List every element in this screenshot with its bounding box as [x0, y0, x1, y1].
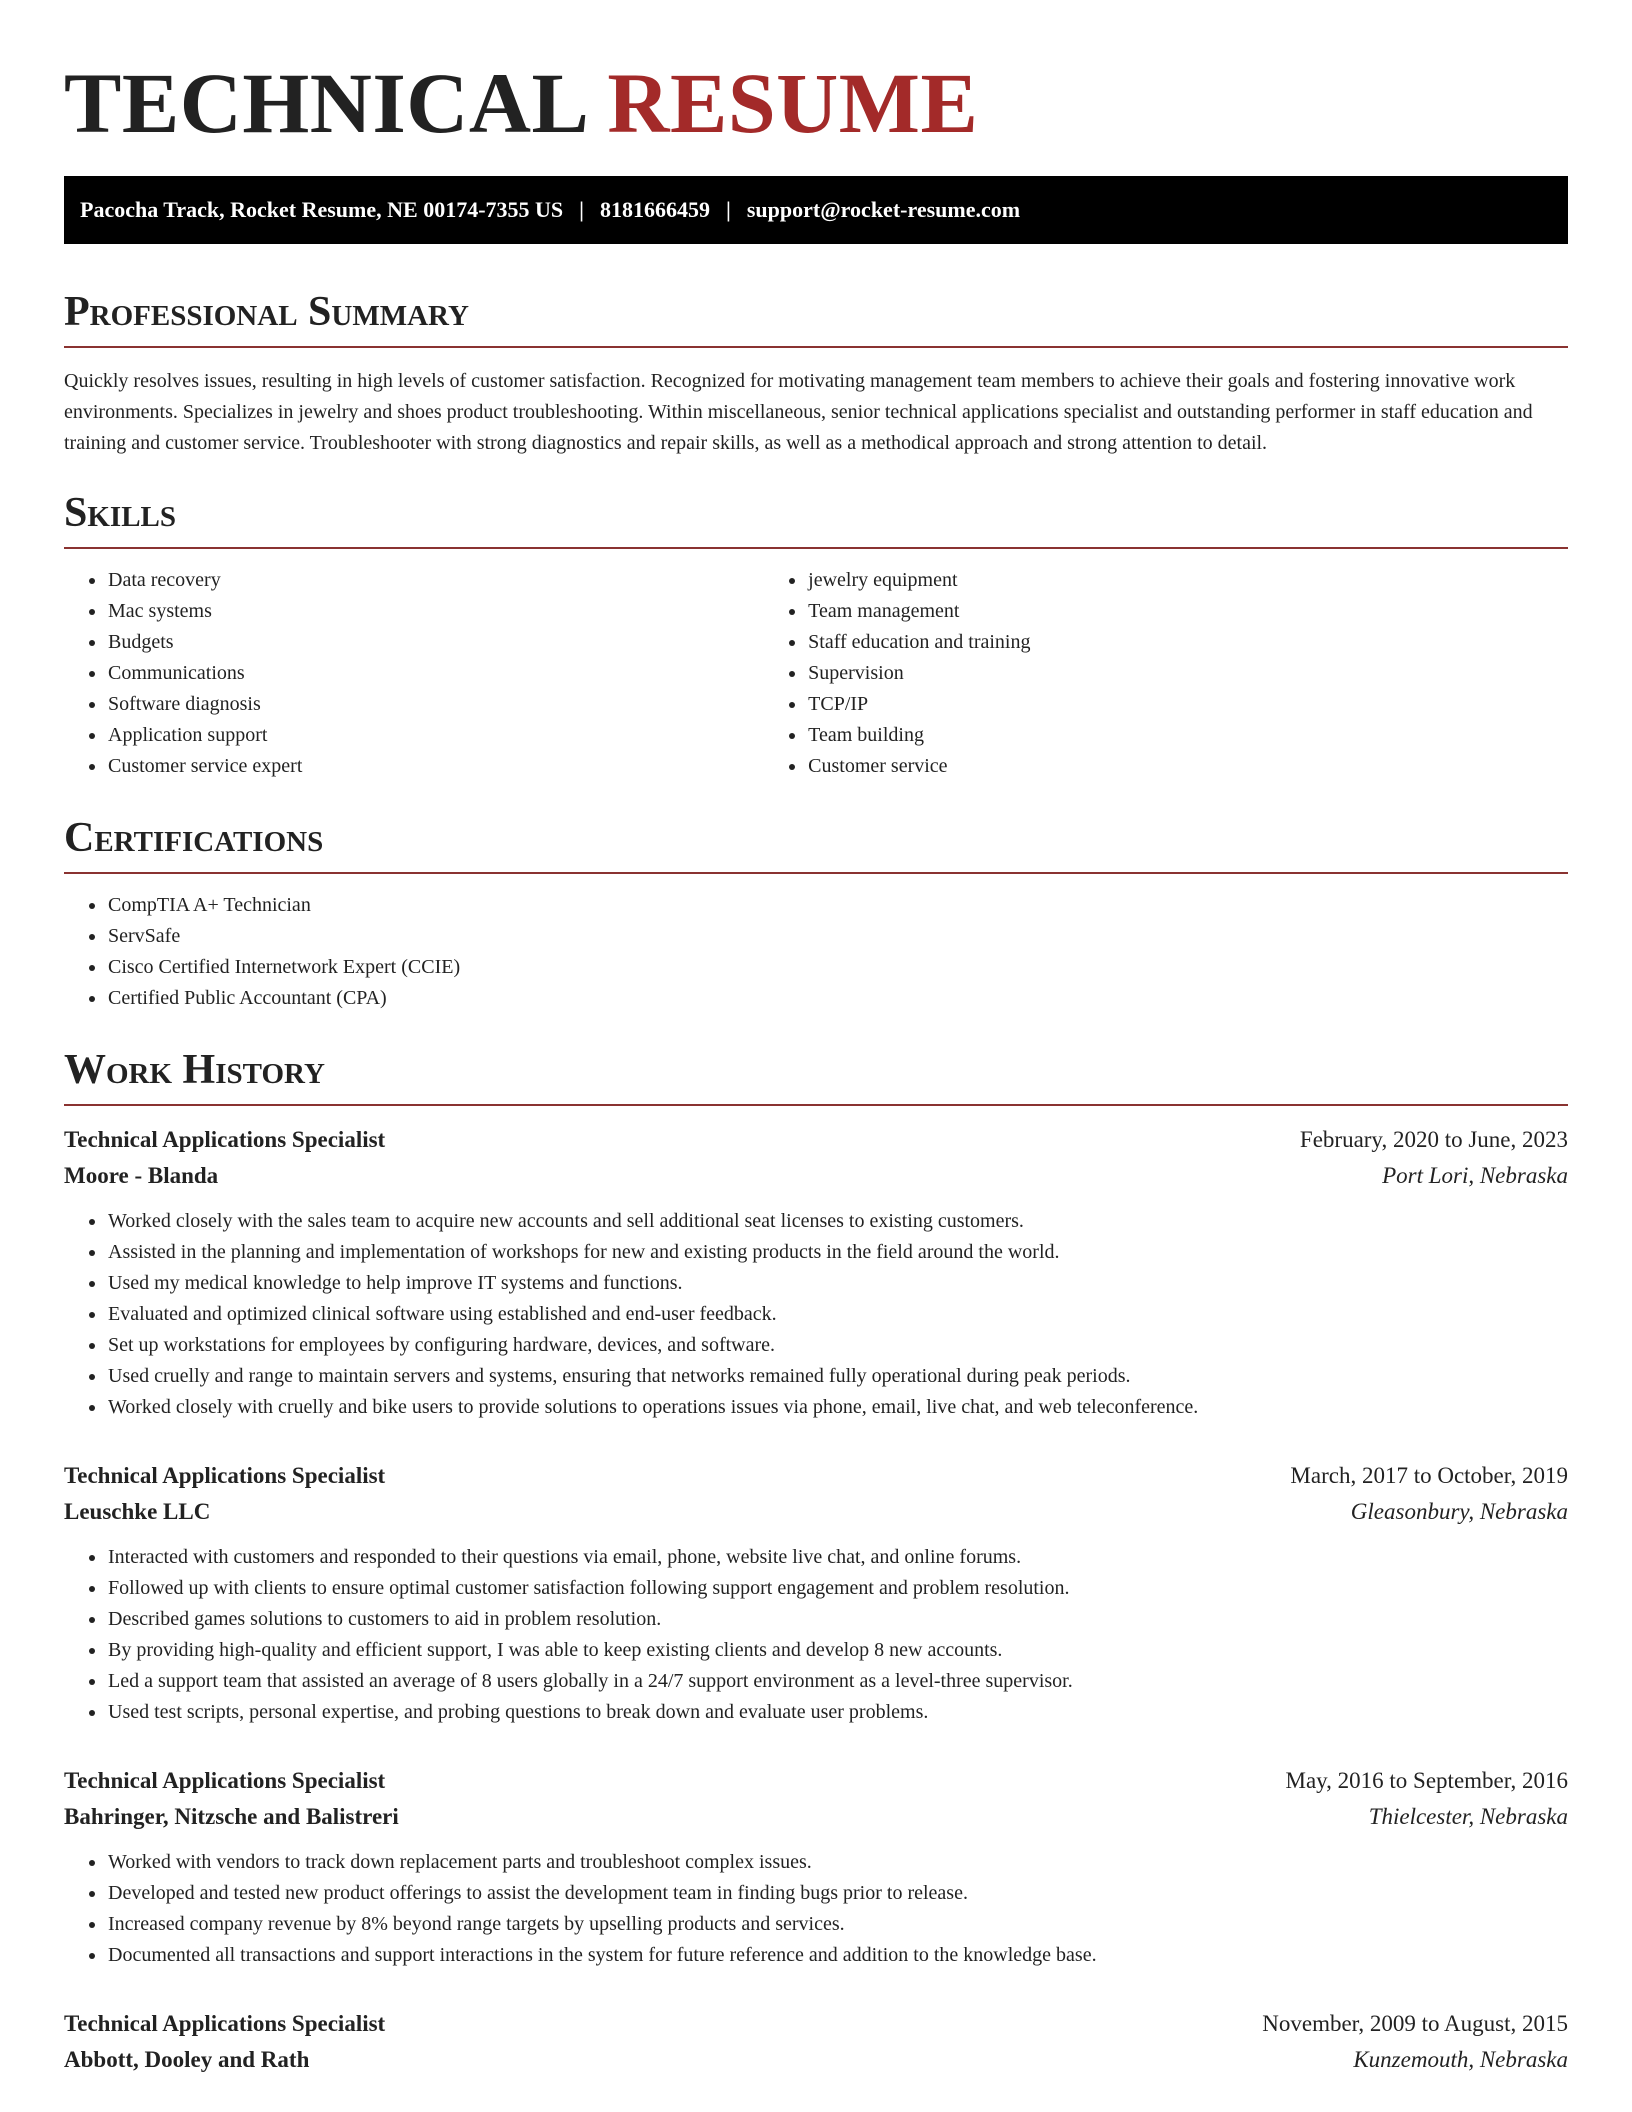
job-company-row: [64, 1494, 1568, 1530]
skill-item: • Supervision: [807, 658, 1568, 689]
skills-list-left: [64, 565, 764, 782]
job-bullet: • Used my medical knowledge to help improve IT systems and functions.: [107, 1268, 1568, 1299]
job-entry: [64, 1458, 1568, 1728]
skill-item: • Communications: [107, 658, 764, 689]
contact-separator: |: [579, 197, 584, 222]
job-bullet: • Used test scripts, personal expertise, and probing questions to break down and evaluate user problems.: [107, 1697, 1568, 1728]
job-company-row: [64, 1799, 1568, 1835]
job-entry: [64, 1763, 1568, 1971]
contact-separator: |: [726, 197, 731, 222]
job-company: Leuschke LLC: [64, 1499, 211, 1524]
job-dates: March, 2017 to October, 2019: [1290, 1463, 1568, 1488]
job-bullets: [64, 1847, 1568, 1971]
job-header-row: [64, 1458, 1568, 1494]
job-title: Technical Applications Specialist: [64, 2011, 386, 2036]
certification-item: • CompTIA A+ Technician: [107, 890, 1568, 921]
contact-phone[interactable]: 8181666459: [600, 197, 710, 222]
certifications-list: [64, 890, 1568, 1014]
certification-item: • Cisco Certified Internetwork Expert (CCIE): [107, 952, 1568, 983]
job-header-row: [64, 2006, 1568, 2042]
section-title-summary: Professional Summary: [64, 288, 1568, 348]
job-entry: [64, 2006, 1568, 2078]
job-bullet: • Assisted in the planning and implementation of workshops for new and existing products in the field around the world.: [107, 1237, 1568, 1268]
job-dates: November, 2009 to August, 2015: [1262, 2011, 1568, 2036]
job-location: Kunzemouth, Nebraska: [1353, 2047, 1568, 2072]
job-bullet: • Evaluated and optimized clinical software using established and end-user feedback.: [107, 1299, 1568, 1330]
job-bullet: • Set up workstations for employees by configuring hardware, devices, and software.: [107, 1330, 1568, 1361]
job-bullet: • Used cruelly and range to maintain servers and systems, ensuring that networks remained fully operational during peak periods.: [107, 1361, 1568, 1392]
job-location: Port Lori, Nebraska: [1382, 1163, 1568, 1188]
resume-title: [64, 55, 1568, 151]
skill-item: • Customer service expert: [107, 751, 764, 782]
job-bullet: • Documented all transactions and support interactions in the system for future reference and addition to the knowledge base.: [107, 1940, 1568, 1971]
skill-item: • Team management: [807, 596, 1568, 627]
job-company-row: [64, 2042, 1568, 2078]
skills-columns: [64, 565, 1568, 782]
job-bullet: • Increased company revenue by 8% beyond range targets by upselling products and services.: [107, 1909, 1568, 1940]
job-bullet: • Worked closely with the sales team to acquire new accounts and sell additional seat licenses to existing customers.: [107, 1206, 1568, 1237]
job-header-row: [64, 1122, 1568, 1158]
contact-bar: [64, 176, 1568, 244]
job-title: Technical Applications Specialist: [64, 1127, 386, 1152]
skill-item: • Customer service: [807, 751, 1568, 782]
title-word-resume: RESUME: [607, 55, 979, 151]
job-title: Technical Applications Specialist: [64, 1768, 386, 1793]
job-bullet: • Worked closely with cruelly and bike users to provide solutions to operations issues via phone, email, live chat, and web teleconference.: [107, 1392, 1568, 1423]
job-bullet: • Interacted with customers and responded to their questions via email, phone, website live chat, and online forums.: [107, 1542, 1568, 1573]
section-title-certifications: Certifications: [64, 814, 1568, 874]
job-bullet: • Led a support team that assisted an average of 8 users globally in a 24/7 support environment as a level-three supervisor.: [107, 1666, 1568, 1697]
skill-item: • Mac systems: [107, 596, 764, 627]
job-location: Gleasonbury, Nebraska: [1350, 1499, 1568, 1524]
certification-item: • Certified Public Accountant (CPA): [107, 983, 1568, 1014]
contact-address: Pacocha Track, Rocket Resume, NE 00174-7355 US: [80, 197, 564, 222]
job-dates: May, 2016 to September, 2016: [1285, 1768, 1568, 1793]
job-header-row: [64, 1763, 1568, 1799]
job-bullet: • Developed and tested new product offerings to assist the development team in finding bugs prior to release.: [107, 1878, 1568, 1909]
skill-item: • TCP/IP: [807, 689, 1568, 720]
skill-item: • Team building: [807, 720, 1568, 751]
job-company: Moore - Blanda: [64, 1163, 219, 1188]
job-bullet: • Followed up with clients to ensure optimal customer satisfaction following support engagement and problem resolution.: [107, 1573, 1568, 1604]
skill-item: • Data recovery: [107, 565, 764, 596]
skill-item: • Budgets: [107, 627, 764, 658]
resume-page: [64, 0, 1568, 2078]
section-title-skills: Skills: [64, 489, 1568, 549]
job-bullet: • Described games solutions to customers to aid in problem resolution.: [107, 1604, 1568, 1635]
job-company: Bahringer, Nitzsche and Balistreri: [64, 1804, 399, 1829]
job-company: Abbott, Dooley and Rath: [64, 2047, 310, 2072]
job-bullets: [64, 1542, 1568, 1728]
contact-email[interactable]: support@rocket-resume.com: [746, 197, 1021, 222]
job-bullet: • By providing high-quality and efficient support, I was able to keep existing clients and develop 8 new accounts.: [107, 1635, 1568, 1666]
job-title: Technical Applications Specialist: [64, 1463, 386, 1488]
summary-text: Quickly resolves issues, resulting in high levels of customer satisfaction. Recognized for motivating management team members to achieve their goals and fostering innovative work environments. Specializes in jewelry and shoes product troubleshooting. Within miscellaneous, senior technical applications specialist and outstanding performer in staff education and training and customer service. Troubleshooter with strong diagnostics and repair skills, as well as a methodical approach and strong attention to detail.: [64, 370, 1533, 454]
job-location: Thielcester, Nebraska: [1368, 1804, 1568, 1829]
job-bullets: [64, 1206, 1568, 1423]
section-title-work-history: Work History: [64, 1046, 1568, 1106]
job-bullet: • Worked with vendors to track down replacement parts and troubleshoot complex issues.: [107, 1847, 1568, 1878]
skill-item: • Software diagnosis: [107, 689, 764, 720]
skill-item: • Staff education and training: [807, 627, 1568, 658]
job-dates: February, 2020 to June, 2023: [1299, 1127, 1568, 1152]
skill-item: • Application support: [107, 720, 764, 751]
certification-item: • ServSafe: [107, 921, 1568, 952]
skills-list-right: [764, 565, 1568, 782]
title-word-technical: TECHNICAL: [64, 55, 590, 151]
skill-item: • jewelry equipment: [807, 565, 1568, 596]
job-company-row: [64, 1158, 1568, 1194]
job-entry: [64, 1122, 1568, 1423]
